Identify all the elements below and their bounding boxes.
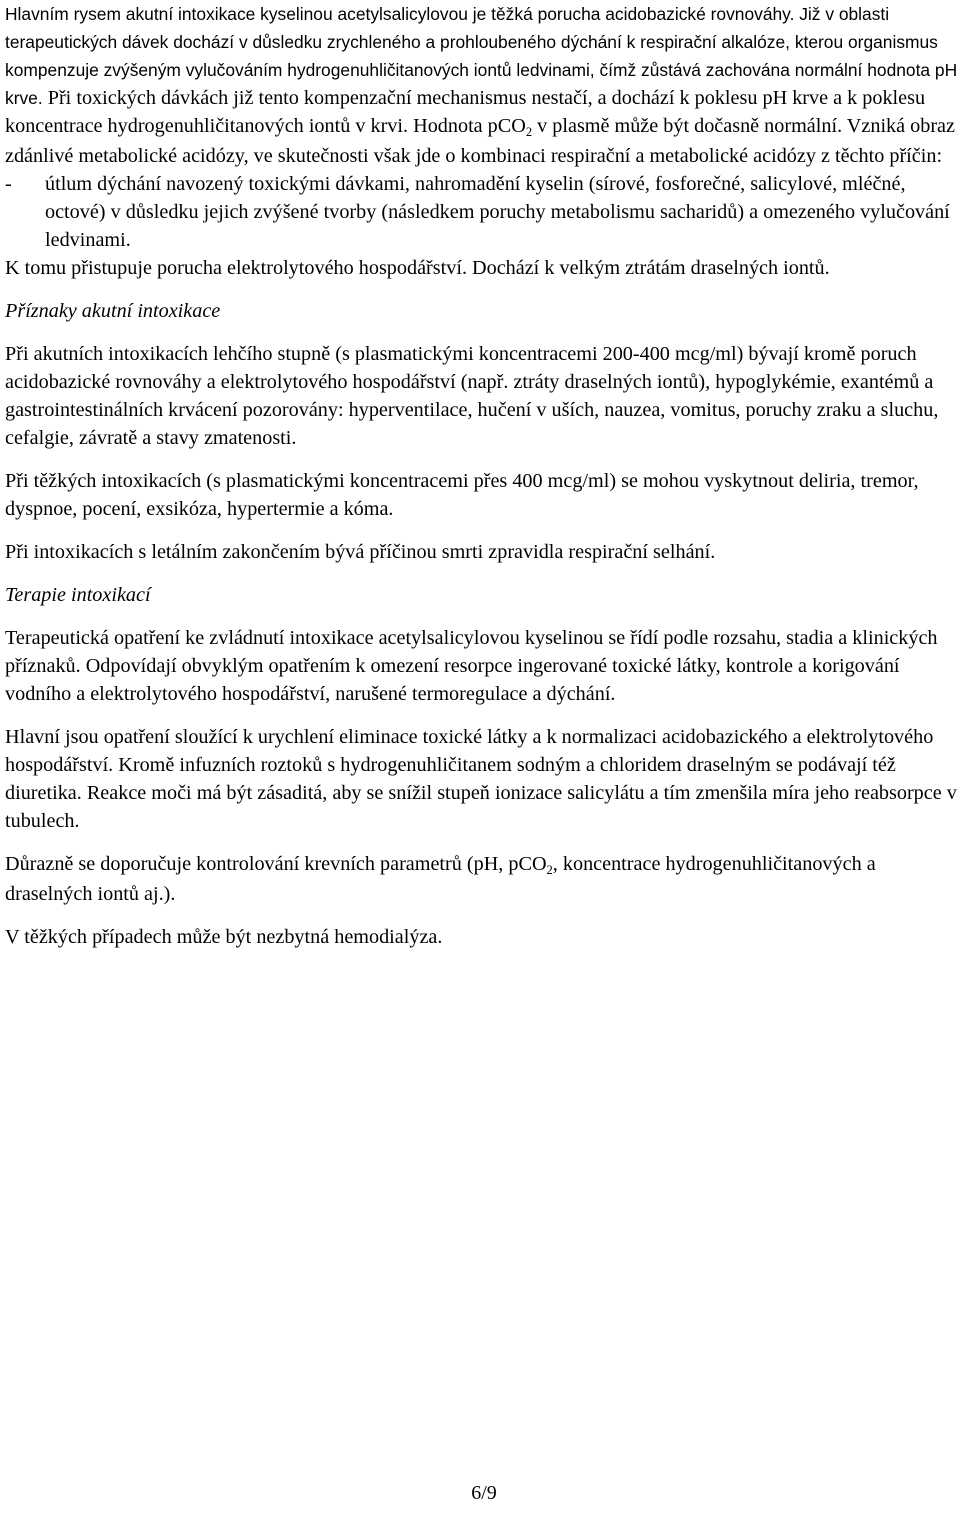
intro-paragraph	[5, 0, 958, 170]
symptoms-paragraph-1: Při akutních intoxikacích lehčího stupně (s plasmatickými koncentracemi 200-400 mcg/ml) bývají kromě poruch acidobazické rovnováhy a elektrolytového hospodářství (např. ztráty draselných iontů), hypoglykémie, exantémů a gastrointestinálních krvácení pozorovány: hyperventilace, hučení v uších, nauzea, vomitus, poruchy zraku a sluchu, cefalgie, závratě a stavy zmatenosti.	[5, 343, 939, 449]
symptoms-paragraph-3: Při intoxikacích s letálním zakončením bývá příčinou smrti zpravidla respirační selhání.	[5, 541, 716, 563]
therapy-p3-text-cont: , koncentrace hydrogenuhličitanových a draselných iontů aj.).	[5, 853, 876, 905]
intro-text-sans: Hlavním rysem akutní intoxikace kyselinou acetylsalicylovou je těžká porucha acidobazické rovnováhy. Již v oblasti terapeutických dávek dochází v důsledku zrychleného a prohloubeného dýchání k respirační alkalóze, kterou organismus kompenzuje zvýšeným vylučováním hydrogenuhličitanových iontů ledvinami, čímž zůstává zachována normální hodnota pH krve.	[5, 4, 958, 108]
subscript-2: 2	[546, 863, 553, 877]
list-item	[5, 170, 958, 254]
document-page	[5, 0, 958, 966]
intro-paragraph-2: K tomu přistupuje porucha elektrolytového hospodářství. Dochází k velkým ztrátám draselných iontů.	[5, 257, 830, 279]
intro-text-serif-cont2: Vzniká obraz zdánlivé metabolické acidózy, ve skutečnosti však jde o kombinaci respirační a metabolické acidózy z těchto příčin:	[5, 115, 955, 167]
section-heading-symptoms: Příznaky akutní intoxikace	[5, 300, 221, 322]
therapy-paragraph-3	[5, 850, 958, 908]
list-dash: -	[5, 173, 12, 195]
page-number: 6/9	[471, 1482, 497, 1504]
intro-text-serif-cont: v plasmě může být dočasně normální.	[532, 115, 843, 137]
therapy-p3-text: Důrazně se doporučuje kontrolování krevních parametrů (pH, pCO	[5, 853, 547, 875]
list-item-text: útlum dýchání navozený toxickými dávkami, nahromadění kyselin (sírové, fosforečné, salicylové, mléčné, octové) v důsledku jejich zvýšené tvorby (následkem poruchy metabolismu sacharidů) a omezeného vylučování ledvinami.	[45, 173, 950, 251]
symptoms-paragraph-2: Při těžkých intoxikacích (s plasmatickými koncentracemi přes 400 mcg/ml) se mohou vyskytnout deliria, tremor, dyspnoe, pocení, exsikóza, hypertermie a kóma.	[5, 470, 919, 520]
section-heading-therapy: Terapie intoxikací	[5, 584, 151, 606]
intro-text-serif: Při toxických dávkách již tento kompenzační mechanismus nestačí, a dochází k poklesu pH krve a k poklesu koncentrace hydrogenuhličitanových iontů v krvi. Hodnota pCO	[5, 87, 926, 137]
therapy-paragraph-2: Hlavní jsou opatření sloužící k urychlení eliminace toxické látky a k normalizaci acidobazického a elektrolytového hospodářství. Kromě infuzních roztoků s hydrogenuhličitanem sodným a chloridem draselným se podávají též diuretika. Reakce moči má být zásaditá, aby se snížil stupeň ionizace salicylátu a tím zmenšila míra jeho reabsorpce v tubulech.	[5, 726, 957, 832]
therapy-paragraph-4: V těžkých případech může být nezbytná hemodialýza.	[5, 926, 443, 948]
subscript-2: 2	[525, 125, 533, 139]
therapy-paragraph-1: Terapeutická opatření ke zvládnutí intoxikace acetylsalicylovou kyselinou se řídí podle rozsahu, stadia a klinických příznaků. Odpovídají obvyklým opatřením k omezení resorpce ingerované toxické látky, kontrole a korigování vodního a elektrolytového hospodářství, narušené termoregulace a dýchání.	[5, 627, 938, 705]
